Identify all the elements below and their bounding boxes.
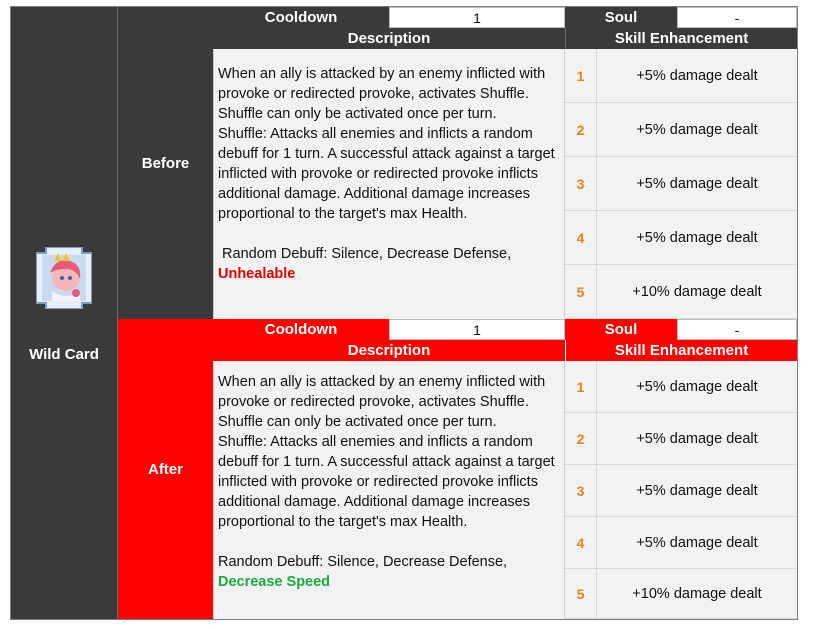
enhancement-effect: +5% damage dealt: [597, 361, 797, 413]
random-debuff-text: Random Debuff: Silence, Decrease Defense,: [218, 246, 512, 262]
random-debuff-line: [218, 552, 558, 592]
description-text: [213, 361, 565, 619]
enhancement-level: 4: [565, 517, 597, 569]
description-header: Description: [213, 28, 565, 49]
enhancement-effect: +5% damage dealt: [597, 157, 797, 211]
enhancement-level: 3: [565, 157, 597, 211]
soul-header: Soul: [565, 7, 677, 28]
enhancement-effect: +5% damage dealt: [597, 211, 797, 265]
description-paragraph: When an ally is attacked by an enemy inflicted with provoke or redirected provoke, activates Shuffle. Shuffle can only be activated once per turn.: [218, 66, 546, 122]
debuff-unhealable: Unhealable: [218, 266, 296, 282]
description-paragraph: When an ally is attacked by an enemy inflicted with provoke or redirected provoke, activates Shuffle. Shuffle can only be activated once per turn.: [218, 374, 546, 430]
enhancement-level: 5: [565, 569, 597, 619]
description-paragraph: Shuffle: Attacks all enemies and inflicts a random debuff for 1 turn. A successful attack against a target inflicted with provoke or redirected provoke inflicts additional damage. Additional damage increases proportional to the target's max Health.: [218, 126, 555, 222]
character-portrait-icon: [36, 247, 92, 309]
enhancement-level: 2: [565, 103, 597, 157]
cooldown-header: Cooldown: [213, 7, 389, 28]
description-text: [213, 49, 565, 319]
enhancement-level: 2: [565, 413, 597, 465]
skill-column: [11, 7, 117, 619]
enhancement-effect: +5% damage dealt: [597, 103, 797, 157]
skill-enhancement-header: Skill Enhancement: [565, 28, 797, 49]
enhancement-level: 3: [565, 465, 597, 517]
random-debuff-line: [218, 244, 558, 284]
skill-comparison-table: [10, 6, 798, 620]
cooldown-value: 1: [389, 319, 565, 340]
cooldown-header: Cooldown: [213, 319, 389, 340]
description-paragraph: Shuffle: Attacks all enemies and inflicts a random debuff for 1 turn. A successful attack against a target inflicted with provoke or redirected provoke inflicts additional damage. Additional damage increases proportional to the target's max Health.: [218, 434, 555, 530]
soul-header: Soul: [565, 319, 677, 340]
enhancement-effect: +10% damage dealt: [597, 569, 797, 619]
debuff-decrease-speed: Decrease Speed: [218, 574, 331, 590]
enhancement-effect: +5% damage dealt: [597, 49, 797, 103]
skill-name: Wild Card: [29, 346, 99, 363]
enhancement-level: 1: [565, 49, 597, 103]
enhancement-effect: +5% damage dealt: [597, 465, 797, 517]
enhancement-effect: +5% damage dealt: [597, 413, 797, 465]
enhancement-level: 1: [565, 361, 597, 413]
enhancement-level: 4: [565, 211, 597, 265]
stage-after-label: After: [117, 319, 213, 619]
stage-before-label: Before: [117, 7, 213, 319]
skill-enhancement-header: Skill Enhancement: [565, 340, 797, 361]
enhancement-level: 5: [565, 265, 597, 319]
enhancement-effect: +10% damage dealt: [597, 265, 797, 319]
soul-value: -: [677, 7, 797, 28]
soul-value: -: [677, 319, 797, 340]
description-header: Description: [213, 340, 565, 361]
enhancement-effect: +5% damage dealt: [597, 517, 797, 569]
cooldown-value: 1: [389, 7, 565, 28]
random-debuff-text: Random Debuff: Silence, Decrease Defense,: [218, 554, 508, 570]
